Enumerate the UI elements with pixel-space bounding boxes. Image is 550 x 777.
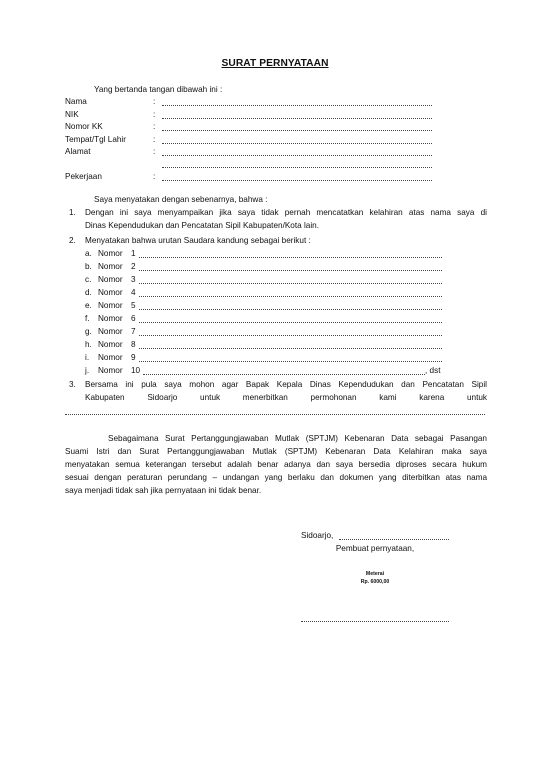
sibling-label: Nomor bbox=[98, 340, 123, 349]
field-blank bbox=[162, 129, 432, 131]
closing-line1: Sebagaimana Surat Pertanggungjawaban Mutlak (SPTJM) Kebenaran Data sebagai Pasangan bbox=[108, 434, 487, 443]
sibling-label: Nomor bbox=[98, 301, 123, 310]
sibling-label: Nomor bbox=[98, 353, 123, 362]
sibling-number: 7 bbox=[131, 327, 136, 336]
field-colon: : bbox=[153, 172, 156, 181]
item3-reason-blank bbox=[65, 413, 485, 415]
sibling-blank bbox=[139, 334, 442, 336]
sibling-blank bbox=[139, 360, 442, 362]
sibling-letter: d. bbox=[85, 288, 92, 297]
field-blank bbox=[162, 179, 432, 181]
field-label: Nama bbox=[65, 97, 87, 106]
sibling-letter: i. bbox=[85, 353, 90, 362]
sibling-letter: c. bbox=[85, 275, 92, 284]
sibling-label: Nomor bbox=[98, 366, 123, 375]
field-colon: : bbox=[153, 135, 156, 144]
field-label: Tempat/Tgl Lahir bbox=[65, 135, 126, 144]
closing-line3: menyatakan semua keterangan tersebut adalah benar adanya dan saya bersedia diproses secara hukum bbox=[65, 460, 487, 469]
field-blank bbox=[162, 142, 432, 144]
sibling-label: Nomor bbox=[98, 314, 123, 323]
field-label: NIK bbox=[65, 110, 79, 119]
sibling-number: 4 bbox=[131, 288, 136, 297]
field-label: Alamat bbox=[65, 147, 91, 156]
sibling-blank bbox=[139, 295, 442, 297]
item1-line2: Dinas Kependudukan dan Pencatatan Sipil Kabupaten/Kota lain. bbox=[85, 221, 319, 230]
field-blank bbox=[162, 117, 432, 119]
sibling-number: 10 bbox=[131, 366, 141, 375]
closing-line2: Suami Istri dan Surat Pertanggungjawaban Mutlak (SPTJM) Kebenaran Data Kelahiran maka saya bbox=[65, 447, 487, 456]
sibling-label: Nomor bbox=[98, 249, 123, 258]
item1-line1: Dengan ini saya menyampaikan jika saya tidak pernah mencatatkan kelahiran atas nama saya di bbox=[85, 208, 487, 217]
sibling-label: Nomor bbox=[98, 262, 123, 271]
item3-line1: Bersama ini pula saya mohon agar Bapak Kepala Dinas Kependudukan dan Pencatatan Sipil bbox=[85, 380, 487, 389]
sibling-number: 9 bbox=[131, 353, 136, 362]
field-label: Pekerjaan bbox=[65, 172, 102, 181]
sibling-blank bbox=[139, 256, 442, 258]
item2-text: Menyatakan bahwa urutan Saudara kandung sebagai berikut : bbox=[85, 236, 311, 245]
sibling-letter: a. bbox=[85, 249, 92, 258]
signature-role: Pembuat pernyataan, bbox=[335, 544, 415, 553]
closing-line5: saya menjadi tidak sah jika pernyataan ini tidak benar. bbox=[65, 486, 262, 495]
sibling-blank bbox=[139, 321, 442, 323]
closing-line4: sesuai dengan peraturan perundang – undangan yang berlaku dan dokumen yang diterbitkan atas nama bbox=[65, 473, 487, 482]
intro-text: Yang bertanda tangan dibawah ini : bbox=[94, 85, 223, 94]
sibling-number: 5 bbox=[131, 301, 136, 310]
sibling-letter: h. bbox=[85, 340, 92, 349]
field-blank-continued bbox=[162, 166, 432, 168]
signature-place: Sidoarjo, bbox=[301, 531, 334, 540]
meterai-value: Rp. 6000,00 bbox=[360, 579, 390, 585]
sibling-label: Nomor bbox=[98, 327, 123, 336]
sibling-letter: e. bbox=[85, 301, 92, 310]
field-label: Nomor KK bbox=[65, 122, 103, 131]
sibling-letter: b. bbox=[85, 262, 92, 271]
field-colon: : bbox=[153, 147, 156, 156]
sibling-number: 1 bbox=[131, 249, 136, 258]
sibling-blank bbox=[139, 269, 442, 271]
field-colon: : bbox=[153, 110, 156, 119]
statement-intro: Saya menyatakan dengan sebenarnya, bahwa : bbox=[94, 195, 268, 204]
sibling-letter: f. bbox=[85, 314, 90, 323]
document-title: SURAT PERNYATAAN bbox=[221, 58, 329, 69]
sibling-blank bbox=[139, 282, 442, 284]
meterai-label: Meterai bbox=[365, 571, 385, 577]
sibling-number: 6 bbox=[131, 314, 136, 323]
item3-line2: Kabupaten Sidoarjo untuk menerbitkan permohonan kami karena untuk bbox=[85, 393, 487, 402]
sibling-suffix: , dst bbox=[425, 366, 441, 375]
sibling-letter: g. bbox=[85, 327, 92, 336]
sibling-letter: j. bbox=[85, 366, 90, 375]
sibling-number: 2 bbox=[131, 262, 136, 271]
sibling-blank bbox=[139, 308, 442, 310]
sibling-number: 3 bbox=[131, 275, 136, 284]
field-blank bbox=[162, 104, 432, 106]
field-colon: : bbox=[153, 97, 156, 106]
sibling-blank bbox=[139, 347, 442, 349]
sibling-number: 8 bbox=[131, 340, 136, 349]
sibling-label: Nomor bbox=[98, 288, 123, 297]
item-number: 1. bbox=[69, 208, 76, 217]
item-number: 3. bbox=[69, 380, 76, 389]
field-colon: : bbox=[153, 122, 156, 131]
signature-line bbox=[301, 620, 449, 622]
signature-date-blank bbox=[339, 538, 449, 540]
item-number: 2. bbox=[69, 236, 76, 245]
sibling-blank bbox=[143, 373, 425, 375]
field-blank bbox=[162, 154, 432, 156]
sibling-label: Nomor bbox=[98, 275, 123, 284]
